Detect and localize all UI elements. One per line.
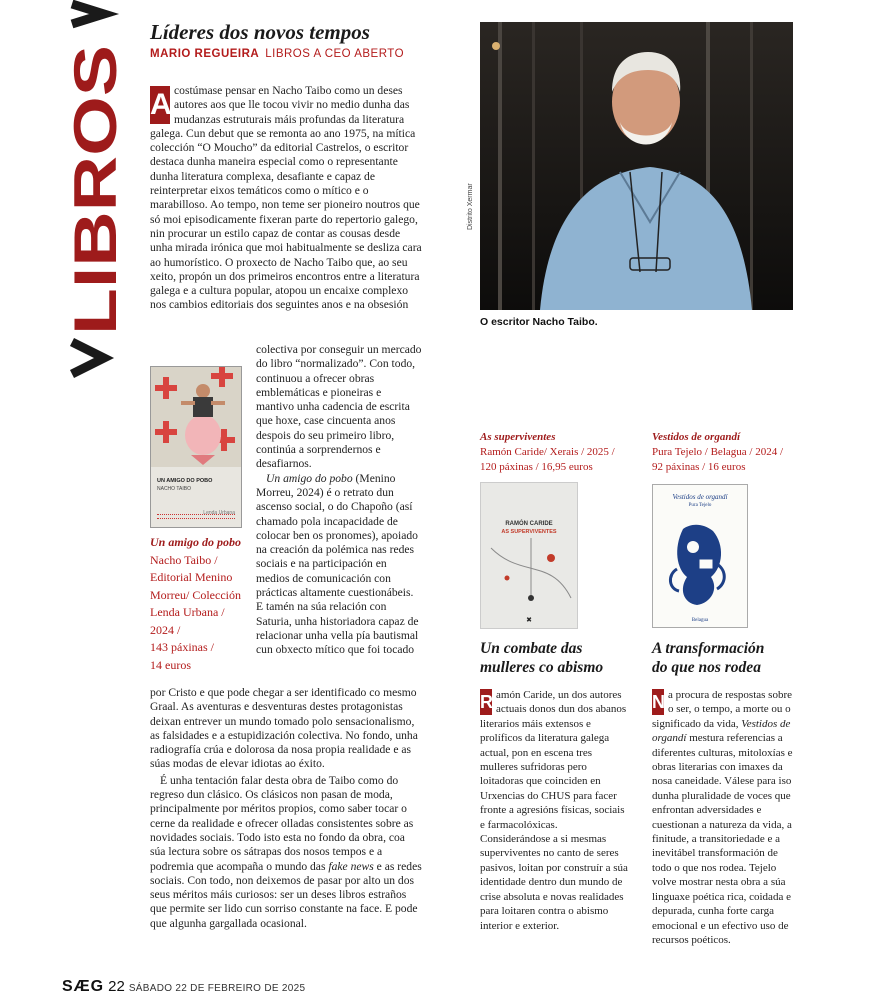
paragraph-text: amón Caride, un dos autores actuais donos dun dos abanos literarios máis extensos e prolíficos da literatura galega actual, pon en escena tres mulleres sufridoras pero loitadoras que coinciden en Urxencias do CHUS para facer fronte a agresións físicas, sociais e farmacolóxicas. Considerándose a si mesmas superviventes no canto de seres pasivos, loitan por construír a súa identidade dentro dun mundo de crise absoluta e novas realidades para loitaren contra o abismo interior e exterior. [480, 689, 628, 932]
page-number: 22 [108, 978, 125, 995]
cover-title: UN AMIGO DO POBO [157, 478, 213, 484]
article-body-bottom [150, 686, 422, 931]
review-as-superviventes-headline [480, 639, 630, 677]
book-title-inline: Vestidos de organdí [652, 717, 791, 745]
issue-date: SÁBADO 22 DE FEBREIRO DE 2025 [128, 983, 306, 994]
cover-title: Vestidos de organdí [672, 493, 728, 501]
cover-illustration [653, 519, 747, 609]
paragraph-text: (Menino Morreu, 2024) é o retrato dun ascenso social, o do Chapoño (así chamado pola incapacidade de colocar ben os pronomes), apoiado na creación da polémica nas redes sociais e na participación en medios de comunicación con prácticas altamente cuestionábeis. E tamén na súa relación con Saturia, unha historiadora capaz de relacionar unha vella pía bautismal cun obxecto mítico que foi tocado [256, 471, 419, 657]
byline-column: LIBROS A CEO ABERTO [265, 48, 405, 60]
book-cover-vestidos-de-organdi [652, 484, 748, 628]
publication-logo: SÆG [62, 978, 105, 995]
article-paragraph [256, 472, 422, 658]
book-info-pages: 143 páxinas / [150, 640, 214, 654]
review-headline [652, 639, 802, 677]
book-meta-title: As superviventes [480, 431, 556, 443]
paragraph-text: É unha tentación falar desta obra de Taibo como do regreso dun clásico. Os clásicos non pasan de moda, principalmente por méritos propios, como saber tocar o cerne da realidade e ofrecer olladas consistentes sobre as novidades sociais. Todo isto esta no fondo da obra, coa súa lectura sobre os sátrapas dos nosos tempos e a podremia que acompaña o mundo das [150, 773, 414, 873]
book-info-year: 2024 / [150, 622, 181, 637]
section-title: LIBROS [62, 108, 129, 335]
page-footer [62, 978, 305, 996]
review-headline-line: do que nos rodea [652, 659, 761, 676]
cover-illustration [481, 538, 577, 628]
cover-collection: Lenda Urbana [203, 510, 235, 516]
photo-credit: Distrito Xermar [467, 183, 474, 230]
review-headline-line: mulleres co abismo [480, 659, 604, 676]
cover-illustration [151, 367, 241, 467]
book-info-publisher: Editorial Menino Morreu/ Colección Lenda Urbana / [150, 570, 241, 619]
review-as-superviventes-meta [480, 430, 630, 475]
book-meta-title: Vestidos de organdí [652, 431, 741, 443]
cover-author: Pura Tejelo [688, 503, 712, 508]
book-cover-un-amigo-do-pobo [150, 366, 242, 528]
dropcap: N [652, 689, 664, 715]
svg-text:✖: ✖ [526, 617, 532, 624]
review-vestidos-meta [652, 430, 802, 475]
cover-ornament [157, 514, 235, 519]
cover-author: RAMÓN CARIDE [505, 521, 553, 527]
review-headline [480, 639, 630, 677]
section-arrow-icon [72, 342, 104, 374]
book-meta-line: Pura Tejelo / Belagua / 2024 / [652, 446, 784, 458]
cover-author: NACHO TAIBO [157, 486, 191, 492]
paragraph-text: colectiva por conseguir un mercado do libro “normalizado”. Con todo, continuou a ofrecer obras emblemáticas e pioneiras e mantivo unha cadencia de escrita que hoxe, case cincuenta anos despois do seu primeiro libro, continúa a sorprendernos e desafiarnos. [256, 343, 422, 471]
article-paragraph [150, 774, 422, 931]
section-label-graphic [62, 0, 132, 380]
dropcap: A [150, 86, 170, 124]
review-headline-line: A transformación [652, 640, 765, 657]
book-info-price: 14 euros [150, 657, 191, 672]
byline [150, 48, 404, 60]
book-meta [480, 430, 630, 475]
review-vestidos-headline [652, 639, 802, 677]
paragraph-text: a procura de respostas sobre o ser, o tempo, a morte ou o significado da vida, [652, 689, 793, 730]
article-paragraph [150, 84, 422, 313]
book-title-inline: Un amigo do pobo [266, 471, 353, 485]
article-intro [150, 84, 422, 313]
review-vestidos-body [652, 688, 800, 947]
photo-caption: O escritor Nacho Taibo. [480, 316, 598, 328]
review-as-superviventes-body [480, 688, 628, 933]
cover-title: AS SUPERVIVENTES [501, 529, 557, 535]
book-meta-line: 92 páxinas / 16 euros [652, 461, 746, 473]
fake-news-term: fake news [328, 859, 374, 873]
article-headline: Líderes dos novos tempos [150, 20, 370, 44]
review-headline-line: Un combate das [480, 640, 583, 657]
byline-author: MARIO REGUEIRA [150, 48, 260, 60]
paragraph-text: e as redes sociais. Con todo, non deixemos de pasar por alto un dos seus méritos máis curiosos: ser un deses libros estraños que permite ser lido cun sorriso constante na face. E pode que algunha gargallada ocasional. [150, 859, 422, 930]
book-meta-line: Ramón Caride/ Xerais / 2025 / [480, 446, 615, 458]
book-meta-line: 120 páxinas / 16,95 euros [480, 461, 593, 473]
section-label [62, 0, 132, 380]
cover-publisher: Belagua [691, 618, 709, 623]
book-meta [652, 430, 802, 475]
book-info-author: Nacho Taibo / [150, 552, 218, 567]
author-photo [480, 22, 793, 310]
author-photo-image [480, 22, 793, 310]
review-text [652, 688, 800, 947]
article-continuation [256, 343, 422, 658]
paragraph-text: por Cristo e que pode chegar a ser identificado co mesmo Graal. As aventuras e desventuras destes protagonistas deixan entrever un mundo tomado polo sensacionalismo, as falsidades e a estupidización colectiva. No fondo, unha radiografía crúa e dolorosa da nosa propia realidade e as súas modas de elevar idiotas ao éxito. [150, 686, 418, 771]
review-text [480, 688, 628, 933]
paragraph-text: costúmase pensar en Nacho Taibo como un deses autores aos que lle tocou vivir no medio dunha das mudanzas estruturais máis profundas da literatura galega. Cun debut que se remonta ao ano 1975, na mítica colección “O Moucho” da editorial Castrelos, o escritor destaca dunha maneira especial como o representante dunha literatura complexa, desafiante e capaz de reinterpretar eixos temáticos como o mítico e o marabilloso. Ao tempo, non teme ser pioneiro noutros que só moi episodicamente fixeran parte do repertorio galego, nin procurar un estilo capaz de contar as cousas desde unha mirada irónica que moi habitualmente se desliza cara ao humorístico. O proxecto de Nacho Taibo que, ao seu xeito, propón un dos primeiros encontros entre a literatura galega e a cultura popular, atopou un encaixe complexo nos cambios editoriais dos seguintes anos e na obsesión [150, 84, 422, 312]
dropcap: R [480, 689, 492, 715]
book-info-title: Un amigo do pobo [150, 535, 242, 549]
paragraph-text: mestura referencias a diferentes culturas, mitoloxías e obras literarias con imaxes da nosa caneidade. Válese para iso dunha pluralidade de voces que enfrontan adversidades e cuestionan a natureza da vida, a finitude, a transitoriedade e a inevitábel transformación de todo o que nos rodea. Tejelo volve mostrar nesta obra a súa linguaxe poética rica, coidada e depurada, cunha forte carga emocional e un efectivo uso de recursos poéticos. [652, 732, 793, 946]
book-cover-as-superviventes [480, 482, 578, 629]
book-info [150, 534, 250, 674]
